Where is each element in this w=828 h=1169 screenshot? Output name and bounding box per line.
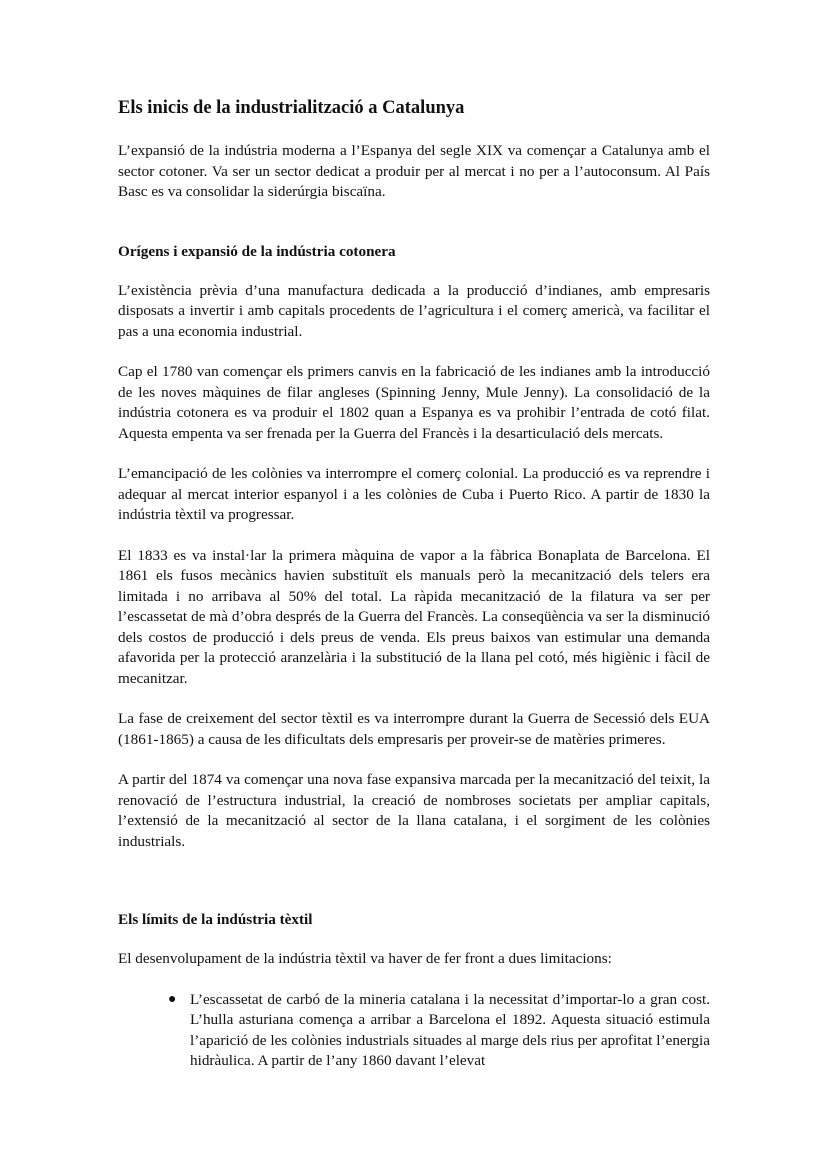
- section-heading-limits: Els límits de la indústria tèxtil: [118, 911, 313, 928]
- bullet-list: [118, 990, 710, 1072]
- paragraph: La fase de creixement del sector tèxtil es va interrompre durant la Guerra de Secessió dels EUA (1861-1865) a causa de les dificultats dels empresaris per proveir-se de matèries primeres.: [118, 710, 710, 748]
- paragraph: L’existència prèvia d’una manufactura dedicada a la producció d’indianes, amb empresaris disposats a invertir i amb capitals procedents de l’agricultura i el comerç americà, va facilitar el pas a una economia industrial.: [118, 281, 710, 340]
- paragraph: L’emancipació de les colònies va interrompre el comerç colonial. La producció es va reprendre i adequar al mercat interior espanyol i a les colònies de Cuba i Puerto Rico. A partir de 1830 la indústria tèxtil va progressar.: [118, 465, 710, 523]
- paragraph: A partir del 1874 va començar una nova fase expansiva marcada per la mecanització del teixit, la renovació de l’estructura industrial, la creació de nombroses societats per ampliar capitals, l’extensió de la mecanització al sector de la llana catalana, i el sorgiment de les colònies industrials.: [118, 771, 710, 850]
- lead-paragraph: El desenvolupament de la indústria tèxtil va haver de fer front a dues limitacions:: [118, 950, 612, 967]
- intro-paragraph: L’expansió de la indústria moderna a l’Espanya del segle XIX va començar a Catalunya amb el sector cotoner. Va ser un sector dedicat a produir per al mercat i no per a l’autoconsum. Al País Basc es va consolidar la siderúrgia biscaïna.: [118, 142, 710, 200]
- section-heading-origins: Orígens i expansió de la indústria cotonera: [118, 242, 396, 260]
- paragraph: El 1833 es va instal·lar la primera màquina de vapor a la fàbrica Bonaplata de Barcelona. El 1861 els fusos mecànics havien substituït els manuals però la mecanització dels telers era limitada i no arribava al 50% del total. La ràpida mecanització de la filatura va ser per l’escassetat de mà d’obra després de la Guerra del Francès. La conseqüència va ser la disminució dels costos de producció i dels preus de venda. Els preus baixos van estimular una demanda afavorida per la protecció aranzelària i la substitució de la llana pel cotó, més higiènic i fàcil de mecanitzar.: [118, 546, 710, 687]
- spacer: [118, 223, 710, 242]
- spacer: [118, 872, 710, 910]
- bullet-icon: ●: [168, 991, 177, 1007]
- list-item-text: L’escassetat de carbó de la mineria catalana i la necessitat d’importar-lo a gran cost. L’hulla asturiana comença a arribar a Barcelona el 1892. Aquesta situació estimula l’aparició de les colònies industrials situades al marge dels rius per aprofitat l’energia hidràulica. A partir de l’any 1860 davant l’elevat: [190, 990, 710, 1069]
- document-page: [118, 96, 710, 1072]
- list-item: [168, 990, 710, 1072]
- document-title: Els inicis de la industrialització a Catalunya: [118, 98, 465, 118]
- paragraph: Cap el 1780 van començar els primers canvis en la fabricació de les indianes amb la introducció de les noves màquines de filar angleses (Spinning Jenny, Mule Jenny). La consolidació de la indústria cotonera es va produir el 1802 quan a Espanya es va prohibir l’entrada de cotó filat. Aquesta empenta va ser frenada per la Guerra del Francès i la desarticulació dels mercats.: [118, 363, 710, 442]
